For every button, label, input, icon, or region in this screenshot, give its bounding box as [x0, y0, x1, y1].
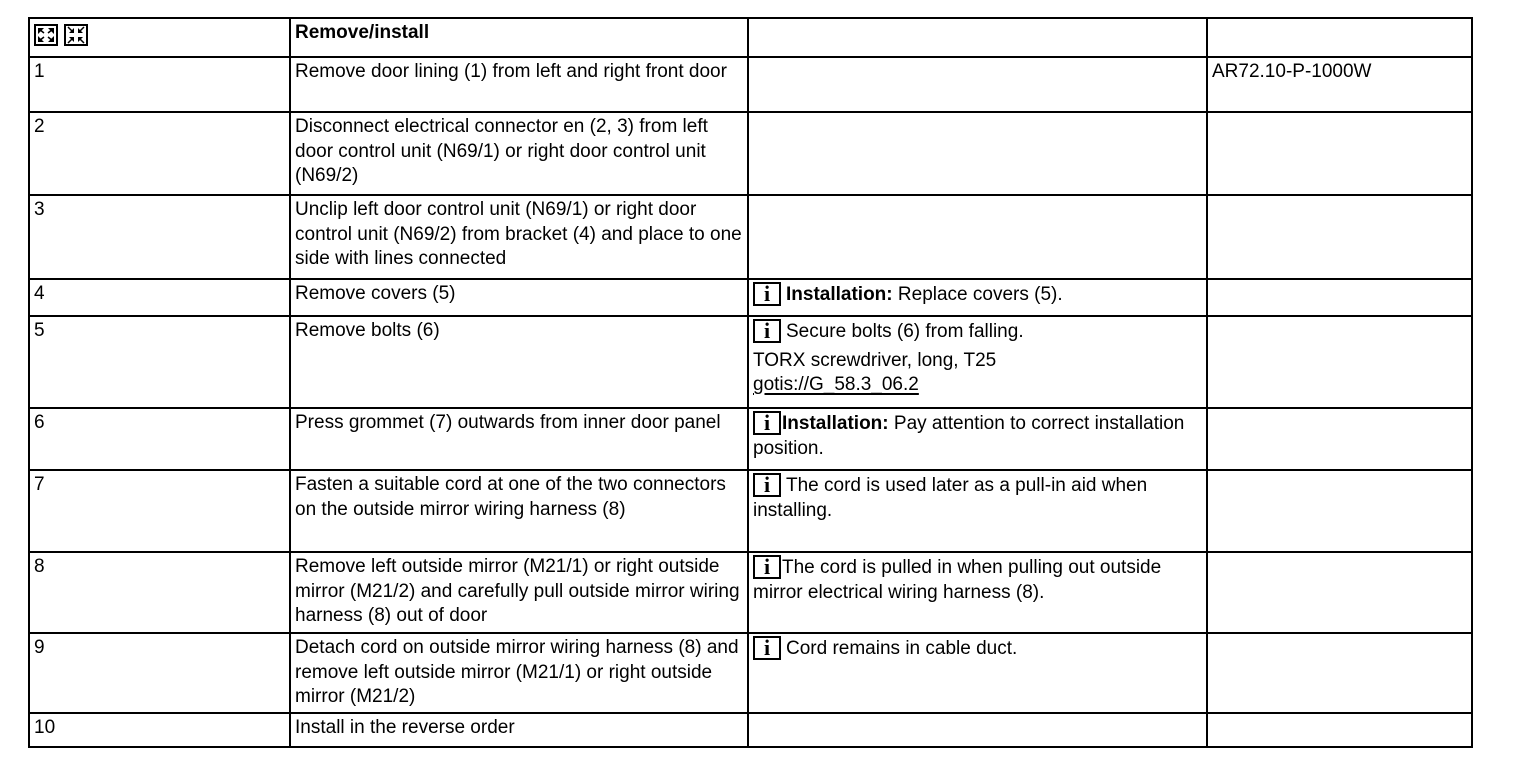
step-number: 6 — [29, 408, 290, 470]
step-number: 8 — [29, 552, 290, 633]
note-label: Installation: — [786, 284, 893, 305]
step-text: Disconnect electrical connector en (2, 3) from left door control unit (N69/1) or right door control unit (N69/2) — [290, 112, 748, 195]
header-title: Remove/install — [290, 18, 748, 57]
step-note — [748, 713, 1207, 747]
info-icon: i — [753, 319, 781, 343]
expand-icon[interactable] — [34, 24, 58, 46]
step-note — [748, 552, 1207, 633]
step-number: 5 — [29, 316, 290, 408]
step-row-6 — [29, 408, 1472, 470]
step-number: 4 — [29, 279, 290, 316]
step-doc — [1207, 552, 1472, 633]
step-text: Detach cord on outside mirror wiring harness (8) and remove left outside mirror (M21/1) or right outside mirror (M21/2) — [290, 633, 748, 713]
note-text: Cord remains in cable duct. — [786, 638, 1018, 659]
step-doc — [1207, 633, 1472, 713]
step-row-7 — [29, 470, 1472, 552]
step-row-3 — [29, 195, 1472, 279]
step-note — [748, 57, 1207, 112]
step-doc — [1207, 112, 1472, 195]
header-row — [29, 18, 1472, 57]
step-number: 9 — [29, 633, 290, 713]
note-text: Pay attention to correct installation position. — [753, 413, 1185, 459]
step-doc-link[interactable]: AR72.10-P-1000W — [1207, 57, 1472, 112]
step-number: 7 — [29, 470, 290, 552]
procedure-table — [28, 17, 1473, 748]
note-text: The cord is pulled in when pulling out outside mirror electrical wiring harness (8). — [753, 557, 1162, 603]
info-icon: i — [753, 636, 781, 660]
step-note — [748, 112, 1207, 195]
note-text: The cord is used later as a pull-in aid when installing. — [753, 475, 1148, 521]
tool-link[interactable]: gotis://G_58.3_06.2 — [753, 374, 919, 395]
step-text: Remove left outside mirror (M21/1) or right outside mirror (M21/2) and carefully pull outside mirror wiring harness (8) out of door — [290, 552, 748, 633]
step-doc — [1207, 470, 1472, 552]
header-docs-cell — [1207, 18, 1472, 57]
step-text: Install in the reverse order — [290, 713, 748, 747]
header-icons-cell — [29, 18, 290, 57]
note-label: Installation: — [782, 413, 889, 434]
step-doc — [1207, 316, 1472, 408]
info-icon: i — [753, 282, 781, 306]
step-note — [748, 408, 1207, 470]
step-text: Fasten a suitable cord at one of the two connectors on the outside mirror wiring harness (8) — [290, 470, 748, 552]
step-text: Remove bolts (6) — [290, 316, 748, 408]
step-row-8 — [29, 552, 1472, 633]
note-text: Secure bolts (6) from falling. — [786, 321, 1024, 342]
step-text: Press grommet (7) outwards from inner door panel — [290, 408, 748, 470]
info-icon: i — [753, 411, 781, 435]
step-row-4 — [29, 279, 1472, 316]
collapse-icon[interactable] — [64, 24, 88, 46]
step-row-5 — [29, 316, 1472, 408]
step-note — [748, 279, 1207, 316]
step-note — [748, 633, 1207, 713]
step-row-9 — [29, 633, 1472, 713]
step-note — [748, 470, 1207, 552]
step-doc — [1207, 195, 1472, 279]
info-icon: i — [753, 555, 781, 579]
info-icon: i — [753, 473, 781, 497]
step-doc — [1207, 713, 1472, 747]
step-number: 3 — [29, 195, 290, 279]
note-text: Replace covers (5). — [897, 284, 1063, 305]
header-notes-cell — [748, 18, 1207, 57]
step-doc — [1207, 279, 1472, 316]
step-text: Remove door lining (1) from left and right front door — [290, 57, 748, 112]
step-number: 10 — [29, 713, 290, 747]
step-number: 1 — [29, 57, 290, 112]
step-note — [748, 316, 1207, 408]
step-text: Unclip left door control unit (N69/1) or right door control unit (N69/2) from bracket (4) and place to one side with lines connected — [290, 195, 748, 279]
tool-text: TORX screwdriver, long, T25 — [753, 349, 997, 371]
step-text: Remove covers (5) — [290, 279, 748, 316]
step-row-2 — [29, 112, 1472, 195]
step-doc — [1207, 408, 1472, 470]
step-number: 2 — [29, 112, 290, 195]
step-row-1 — [29, 57, 1472, 112]
step-row-10 — [29, 713, 1472, 747]
step-note — [748, 195, 1207, 279]
